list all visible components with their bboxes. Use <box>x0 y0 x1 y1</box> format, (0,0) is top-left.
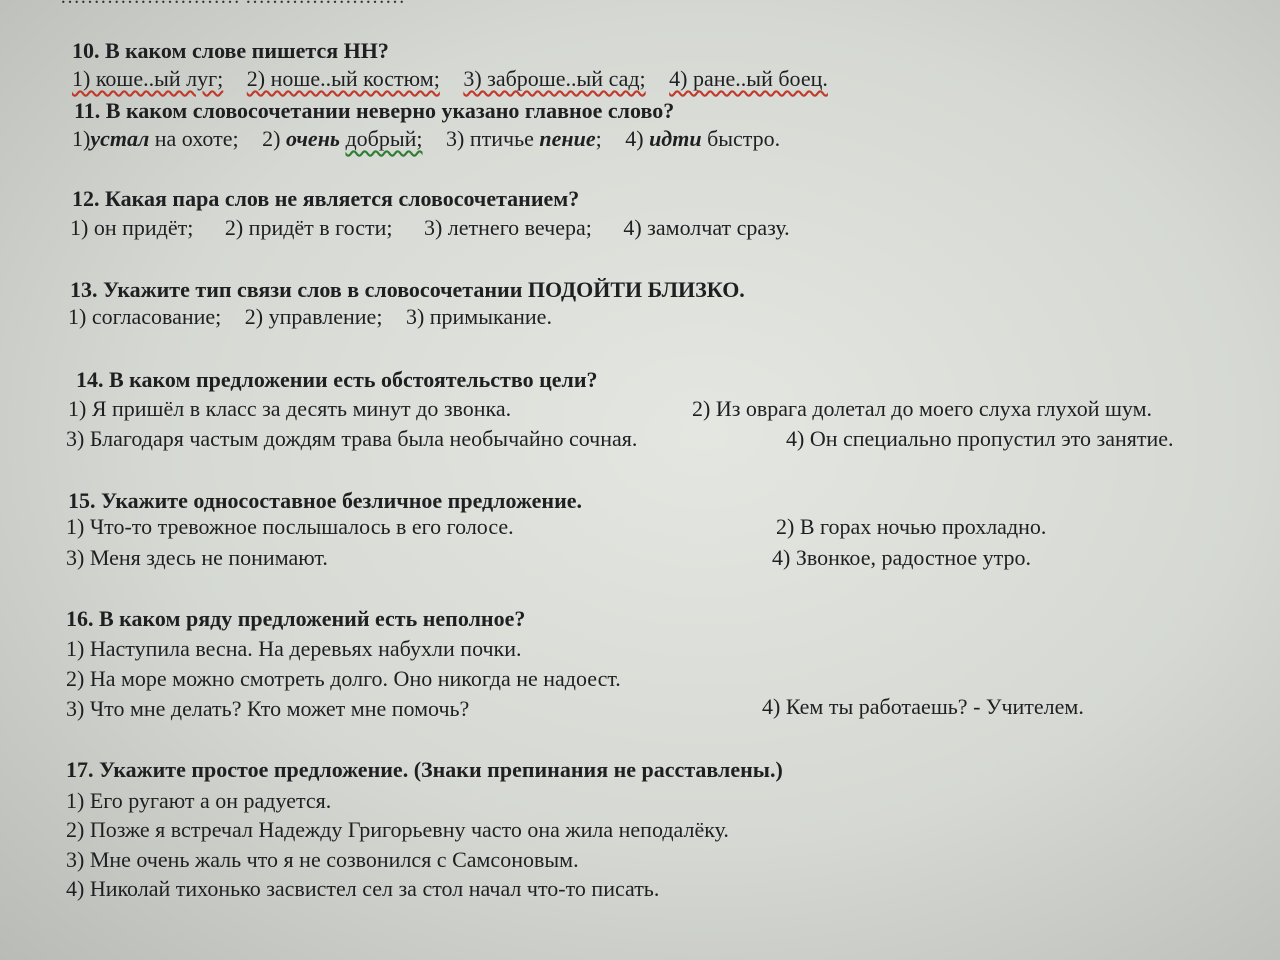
q11-option-1-main-word: устал <box>90 126 150 151</box>
q10-title: 10. В каком слове пишется НН? <box>72 38 389 63</box>
q11-option-2-number: 2) <box>262 126 281 151</box>
q11-option-2-main-word: очень <box>285 126 340 151</box>
q11-option-4-rest: быстро. <box>707 126 781 151</box>
q14-option-1: 1) Я пришёл в класс за десять минут до звонка. <box>68 396 512 421</box>
q13-option-3: 3) примыкание. <box>405 304 552 329</box>
q11-option-3-rest: ; <box>595 126 602 151</box>
cropped-top-line <box>60 0 960 4</box>
q15-option-3: 3) Меня здесь не понимают. <box>66 545 328 570</box>
q17-option-2: 2) Позже я встречал Надежду Григорьевну часто она жила неподалёку. <box>66 817 729 842</box>
q15-option-4: 4) Звонкое, радостное утро. <box>772 545 1032 570</box>
q11-option-3-main-word: пение <box>539 126 596 151</box>
q17-option-4: 4) Николай тихонько засвистел сел за стол начал что-то писать. <box>66 876 660 901</box>
q17-option-3: 3) Мне очень жаль что я не созвонился с Самсоновым. <box>66 847 579 872</box>
q15-title: 15. Укажите односоставное безличное предложение. <box>68 488 583 513</box>
q10-option-3: 3) заброше..ый сад; <box>463 66 646 91</box>
q11-option-4-main-word: идти <box>649 126 702 151</box>
q13-title: 13. Укажите тип связи слов в словосочетании ПОДОЙТИ БЛИЗКО. <box>70 277 745 302</box>
q16-option-4: 4) Кем ты работаешь? - Учителем. <box>762 694 1084 719</box>
q11-option-2 <box>262 126 422 152</box>
q15-option-2: 2) В горах ночью прохладно. <box>776 514 1047 539</box>
q16-option-1: 1) Наступила весна. На деревьях набухли почки. <box>66 636 522 661</box>
q10-option-4: 4) ране..ый боец. <box>669 66 828 91</box>
q11-option-2-rest: добрый; <box>345 126 423 151</box>
q11-title: 11. В каком словосочетании неверно указано главное слово? <box>74 98 675 123</box>
q14-option-4: 4) Он специально пропустил это занятие. <box>786 426 1174 451</box>
q10-option-1: 1) коше..ый луг; <box>72 66 224 91</box>
q12-option-4: 4) замолчат сразу. <box>623 215 790 240</box>
q14-option-2: 2) Из оврага долетал до моего слуха глухой шум. <box>692 396 1153 421</box>
q12-option-2: 2) придёт в гости; <box>224 215 393 240</box>
q13-option-1: 1) согласование; <box>68 304 222 329</box>
q16-title: 16. В каком ряду предложений есть неполное? <box>66 606 526 631</box>
q11-option-1 <box>72 126 239 152</box>
q13-options <box>68 304 570 330</box>
q14-title: 14. В каком предложении есть обстоятельство цели? <box>76 367 598 392</box>
q16-option-3: 3) Что мне делать? Кто может мне помочь? <box>66 696 470 721</box>
q12-option-3: 3) летнего вечера; <box>423 215 592 240</box>
q11-option-1-rest: на охоте; <box>154 126 239 151</box>
q11-option-3-number: 3) птичье <box>446 126 534 151</box>
q11-option-4-number: 4) <box>625 126 644 151</box>
q10-options <box>72 66 846 92</box>
q11-option-3 <box>446 126 602 152</box>
q12-title: 12. Какая пара слов не является словосочетанием? <box>72 186 580 211</box>
q11-option-1-number: 1) <box>72 126 91 151</box>
q11-options <box>72 126 798 152</box>
q15-option-1: 1) Что-то тревожное послышалось в его голосе. <box>66 514 514 539</box>
q17-option-1: 1) Его ругают а он радуется. <box>66 788 332 813</box>
q14-option-3: 3) Благодаря частым дождям трава была необычайно сочная. <box>66 426 638 451</box>
q10-option-2: 2) ноше..ый костюм; <box>246 66 440 91</box>
q12-option-1: 1) он придёт; <box>70 215 194 240</box>
q13-option-2: 2) управление; <box>244 304 383 329</box>
q12-options <box>70 215 808 241</box>
q16-option-2: 2) На море можно смотреть долго. Оно никогда не надоест. <box>66 666 621 691</box>
q17-title: 17. Укажите простое предложение. (Знаки препинания не расставлены.) <box>66 757 783 782</box>
q11-option-4 <box>625 126 780 152</box>
